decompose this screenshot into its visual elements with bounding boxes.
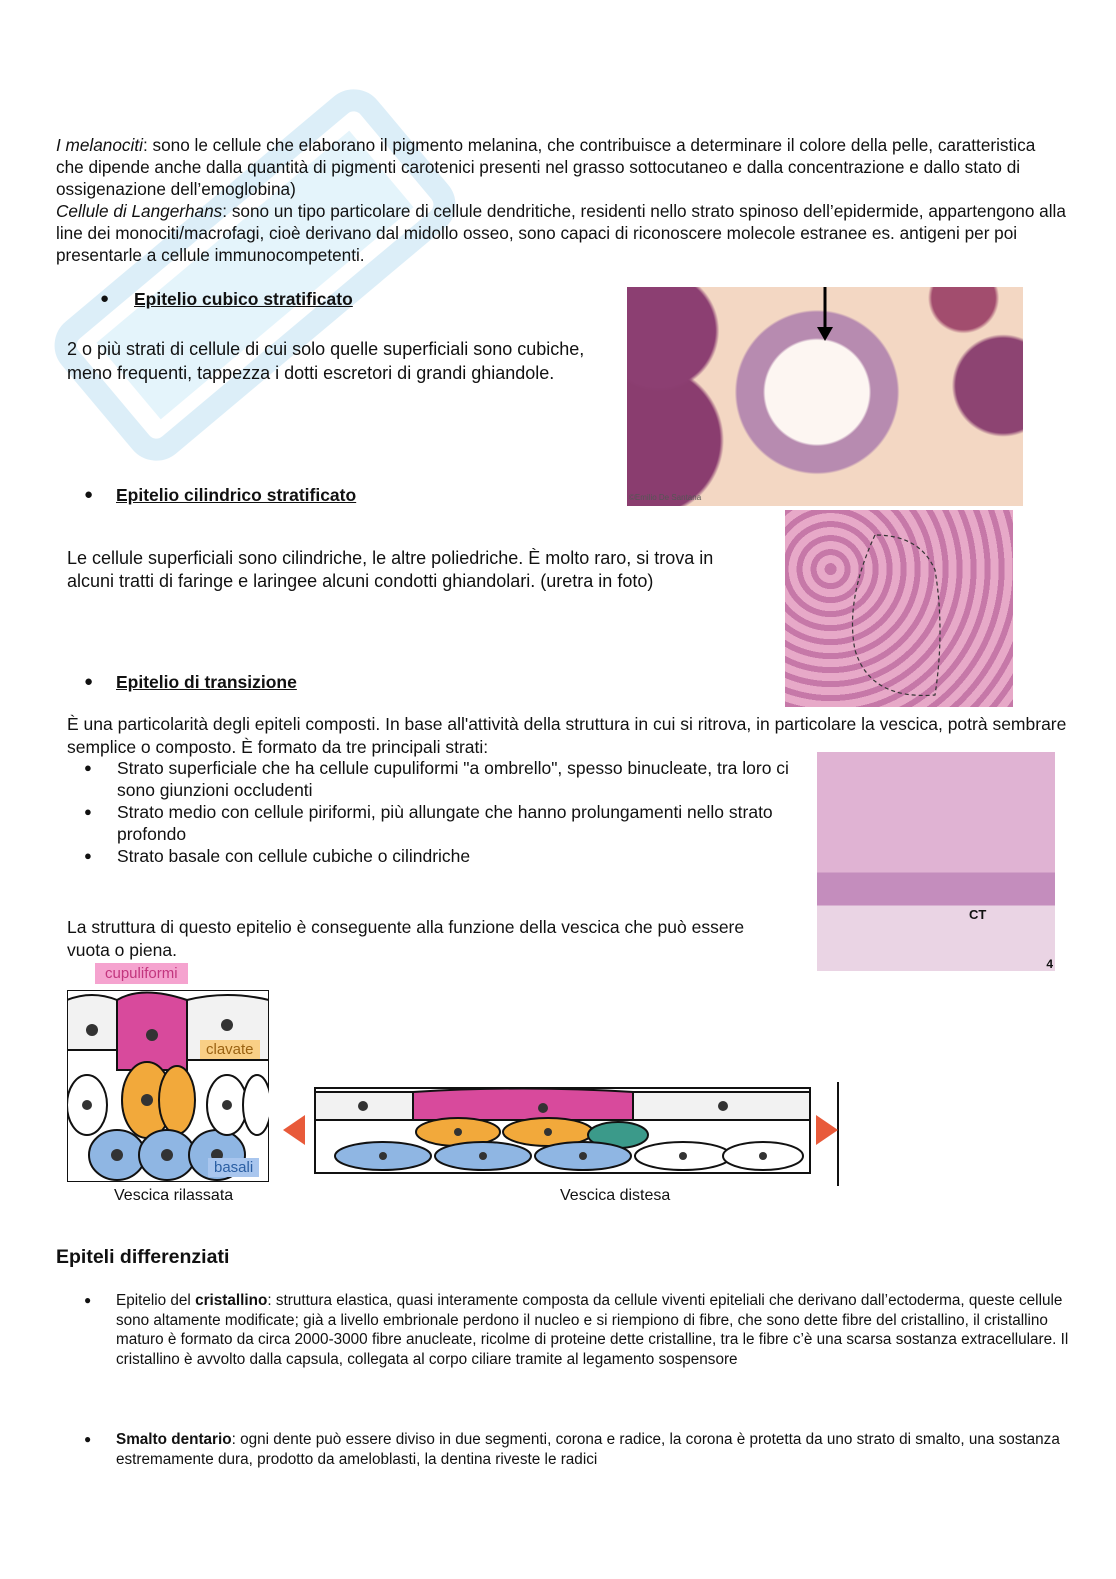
bullet-dot: ● — [84, 848, 92, 863]
list-item — [84, 757, 804, 801]
arrow-left-icon — [283, 1115, 305, 1145]
list-item-text: Strato basale con cellule cubiche o cilindriche — [117, 846, 471, 866]
vescica-distesa-diagram — [283, 1080, 840, 1186]
item-text: : struttura elastica, quasi interamente composta da cellule viventi epiteliali che derivano dall’ectoderma, queste cellule sono altamente modificate; già a livello embrionale perdono il nucleo e si riempiono di fibre, che sono dette fibre del cristallino, il cristallino maturo è formato da circa 2000-3000 fibre anucleate, ricolme di proteine dette cristalline, tra le fibre c’è una scarsa sostanza extracellulare. Il cristallino è avvolto dalla capsula, collegata al corpo ciliare tramite al legamento sospensore — [116, 1292, 1069, 1368]
cilindrico-text: Le cellule superficiali sono cilindriche, le altre poliedriche. È molto raro, si trova in alcuni tratti di faringe e laringee alcuni condotti ghiandolari. (uretra in foto) — [67, 548, 714, 591]
cubico-micrograph-arrow — [627, 287, 1023, 506]
transizione-conclusion: La struttura di questo epitelio è conseguente alla funzione della vescica che può essere vuota o piena. — [67, 917, 745, 960]
list-item — [84, 1291, 1079, 1369]
item-prefix: Epitelio del — [116, 1292, 196, 1309]
micrograph-label-ct: CT — [969, 907, 987, 922]
transizione-list — [84, 757, 804, 867]
label-basali: basali — [208, 1158, 259, 1177]
bullet-dot: ● — [84, 1293, 92, 1307]
intro-section — [56, 134, 1066, 266]
cilindrico-micrograph — [785, 510, 1013, 707]
cubico-micrograph — [627, 287, 1023, 506]
melanociti-paragraph — [56, 134, 1066, 200]
langerhans-term: Cellule di Langerhans — [56, 201, 223, 221]
melanociti-term: I melanociti — [56, 135, 143, 155]
list-item-text: Strato superficiale che ha cellule cupuliformi "a ombrello", spesso binucleate, tra loro ci sono giunzioni occludenti — [117, 758, 789, 800]
list-item-text: Strato medio con cellule piriformi, più allungate che hanno prolungamenti nello strato profondo — [117, 802, 773, 844]
cubico-title: Epitelio cubico stratificato — [134, 289, 353, 309]
transizione-micrograph — [817, 752, 1055, 971]
cilindrico-title: Epitelio cilindrico stratificato — [116, 485, 357, 505]
watermark-logo — [20, 40, 490, 510]
item-bold: cristallino — [195, 1292, 268, 1309]
bullet-dot: ● — [84, 804, 92, 819]
langerhans-paragraph — [56, 200, 1066, 266]
micrograph-label-number: 4 — [1046, 957, 1053, 971]
image-credit: ©Emilio De Santana — [629, 493, 702, 502]
differenziati-heading: Epiteli differenziati — [56, 1246, 230, 1268]
cilindrico-outline — [785, 510, 1013, 707]
item-bold: Smalto dentario — [116, 1431, 232, 1448]
bullet-dot: ● — [84, 673, 94, 690]
list-item — [84, 801, 804, 845]
caption-vescica-rilassata: Vescica rilassata — [114, 1187, 234, 1204]
cubico-text: 2 o più strati di cellule di cui solo quelle superficiali sono cubiche, meno frequenti, tappezza i dotti escretori di grandi ghiandole. — [67, 339, 585, 383]
arrow-right-icon — [816, 1115, 838, 1145]
differenziati-item-smalto — [84, 1430, 1064, 1469]
bullet-dot: ● — [84, 760, 92, 775]
bullet-dot: ● — [84, 486, 94, 503]
melanociti-text: : sono le cellule che elaborano il pigmento melanina, che contribuisce a determinare il colore della pelle, caratteristica che dipende anche dalla quantità di pigmenti carotenici presenti nel grasso sottocutaneo e dalla concentrazione e dallo stato di ossigenazione dell’emoglobina) — [56, 135, 1036, 199]
bullet-dot: ● — [84, 1432, 92, 1446]
list-item — [84, 1430, 1064, 1469]
langerhans-text: : sono un tipo particolare di cellule dendritiche, residenti nello strato spinoso dell’epidermide, appartengono alla line dei monociti/macrofagi, cioè derivano dal midollo osseo, sono capaci di riconoscere molecole estranee es. antigeni per poi presentarle a cellule immunocompetenti. — [56, 201, 1066, 265]
label-clavate: clavate — [200, 1040, 260, 1059]
list-item — [84, 845, 804, 867]
transizione-title: Epitelio di transizione — [116, 672, 297, 692]
label-cupuliformi: cupuliformi — [95, 963, 188, 984]
bullet-dot: ● — [100, 290, 110, 307]
item-text: : ogni dente può essere diviso in due segmenti, corona e radice, la corona è protetta da uno strato di smalto, una sostanza estremamente dura, prodotto da ameloblasti, la dentina riveste le radici — [116, 1431, 1060, 1468]
caption-vescica-distesa: Vescica distesa — [560, 1187, 671, 1204]
transizione-intro: È una particolarità degli epiteli composti. In base all'attività della struttura in cui si ritrova, in particolare la vescica, potrà sembrare semplice o composto. È formato da tre principali strati: — [67, 714, 1067, 757]
vescica-rilassata-diagram — [67, 990, 269, 1182]
differenziati-item-cristallino — [84, 1291, 1079, 1369]
